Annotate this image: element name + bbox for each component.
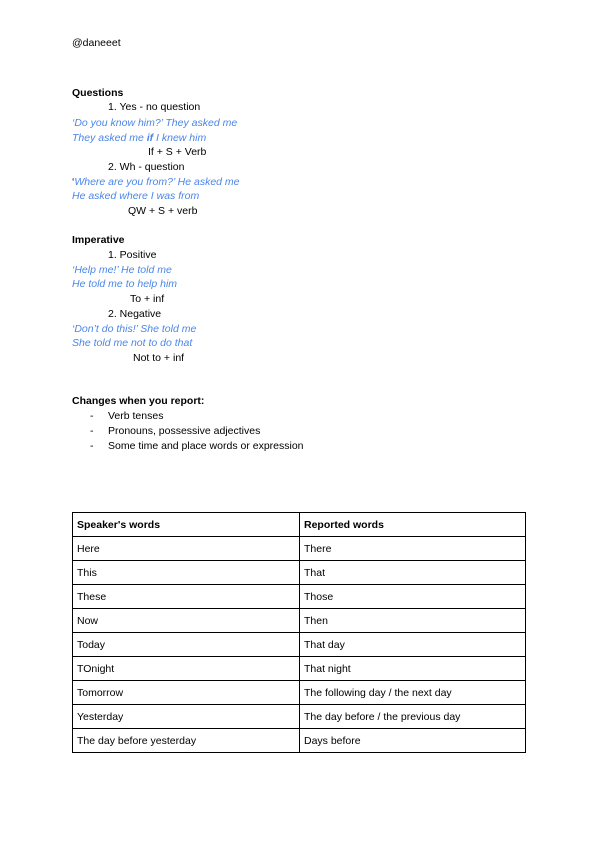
list-item xyxy=(90,410,94,423)
questions-item-yes-no: 1. Yes - no question xyxy=(108,101,201,113)
reported-text-part-a: They asked me xyxy=(72,132,147,144)
imperative-formula-1: To + inf xyxy=(130,293,165,305)
list-item-text: Pronouns, possessive adjectives xyxy=(108,425,261,437)
author-handle: @daneeet xyxy=(72,37,121,49)
table-cell: That night xyxy=(300,657,526,681)
questions-heading: Questions xyxy=(72,87,124,99)
imperative-example-direct-1: ‘Help me!’ He told me xyxy=(72,264,172,276)
bullet-dash: - xyxy=(90,440,94,452)
table-row xyxy=(73,585,526,609)
table-cell: The following day / the next day xyxy=(300,681,526,705)
reported-if-word: if xyxy=(146,132,154,144)
list-item xyxy=(90,425,94,438)
table-row xyxy=(73,633,526,657)
questions-example-direct-1: ‘Do you know him?’ They asked me xyxy=(72,117,238,129)
list-item-text: Some time and place words or expression xyxy=(108,440,304,452)
column-header: Speaker's words xyxy=(73,513,300,537)
table-header-row xyxy=(73,513,526,537)
table-cell: Yesterday xyxy=(73,705,300,729)
table-cell: These xyxy=(73,585,300,609)
table-row xyxy=(73,561,526,585)
table-cell: The day before / the previous day xyxy=(300,705,526,729)
table-row xyxy=(73,537,526,561)
direct-text: Where are you from?’ He asked me xyxy=(74,176,240,188)
bullet-dash: - xyxy=(90,410,94,422)
table-cell: The day before yesterday xyxy=(73,729,300,753)
table-row xyxy=(73,681,526,705)
list-item-text: Verb tenses xyxy=(108,410,164,422)
table-cell: Days before xyxy=(300,729,526,753)
table-cell: Here xyxy=(73,537,300,561)
questions-formula-1: If + S + Verb xyxy=(148,146,207,158)
imperative-heading: Imperative xyxy=(72,234,125,246)
table-cell: Now xyxy=(73,609,300,633)
imperative-example-reported-1: He told me to help him xyxy=(72,278,178,290)
table-row xyxy=(73,729,526,753)
reported-speech-table xyxy=(72,512,526,753)
table-row xyxy=(73,657,526,681)
imperative-example-direct-2: ‘Don’t do this!’ She told me xyxy=(72,323,197,335)
column-header: Reported words xyxy=(300,513,526,537)
table-cell: TOnight xyxy=(73,657,300,681)
table-cell: That day xyxy=(300,633,526,657)
questions-example-reported-2: He asked where I was from xyxy=(72,190,200,202)
bullet-dash: - xyxy=(90,425,94,437)
table-cell: Those xyxy=(300,585,526,609)
imperative-example-reported-2: She told me not to do that xyxy=(72,337,193,349)
table-cell: That xyxy=(300,561,526,585)
quote-mark: ‘ xyxy=(72,176,75,188)
table-cell: Then xyxy=(300,609,526,633)
list-item xyxy=(90,440,94,453)
imperative-item-positive: 1. Positive xyxy=(108,249,157,261)
table-cell: Today xyxy=(73,633,300,657)
table-cell: Tomorrow xyxy=(73,681,300,705)
questions-example-direct-2 xyxy=(72,176,240,189)
table-cell: There xyxy=(300,537,526,561)
table-row xyxy=(73,705,526,729)
questions-example-reported-1 xyxy=(72,132,206,145)
reported-text-part-b: I knew him xyxy=(153,132,207,144)
imperative-formula-2: Not to + inf xyxy=(133,352,185,364)
table-row xyxy=(73,609,526,633)
imperative-item-negative: 2. Negative xyxy=(108,308,162,320)
changes-heading: Changes when you report: xyxy=(72,395,205,407)
table-cell: This xyxy=(73,561,300,585)
questions-formula-2: QW + S + verb xyxy=(128,205,198,217)
questions-item-wh: 2. Wh - question xyxy=(108,161,185,173)
